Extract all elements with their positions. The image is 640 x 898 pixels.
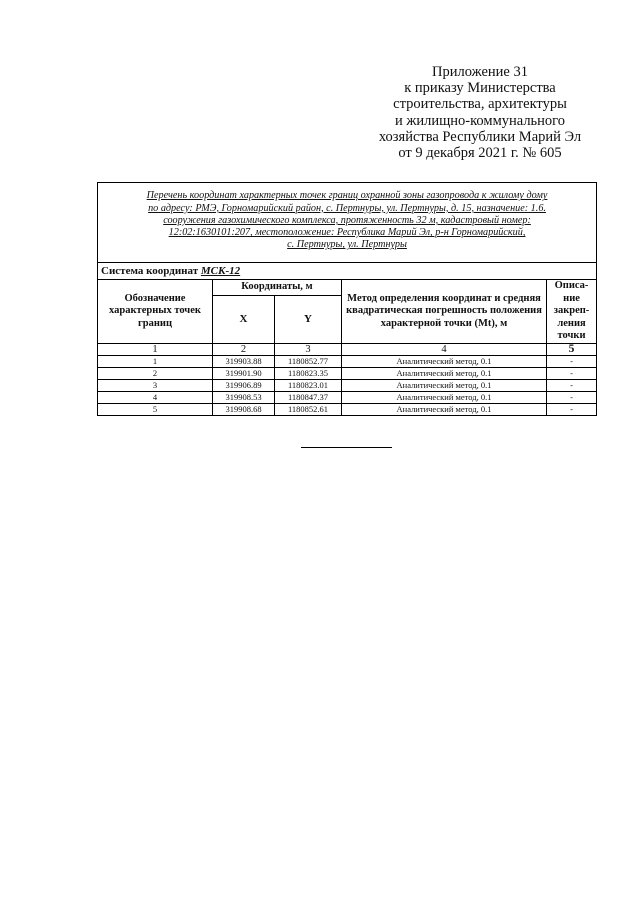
cell-desc: - (547, 391, 597, 403)
appendix-line: к приказу Министерства (404, 80, 556, 97)
cell-x: 319908.68 (213, 403, 275, 415)
column-number: 1 (98, 343, 213, 355)
appendix-line: от 9 декабря 2021 г. № 605 (398, 145, 562, 162)
cell-point: 3 (98, 379, 213, 391)
cell-x: 319908.53 (213, 391, 275, 403)
cell-y: 1180852.61 (275, 403, 342, 415)
title-line: по адресу: РМЭ, Горномарийский район, с. Пертнуры, ул. Пертнуры, д. 15, назначение: 1.6. (148, 202, 546, 214)
appendix-line: и жилищно-коммунального (394, 112, 566, 129)
column-number: 5 (547, 343, 597, 355)
table-title (98, 183, 597, 263)
cell-y: 1180823.01 (275, 379, 342, 391)
cell-x: 319906.89 (213, 379, 275, 391)
end-of-document-rule (301, 447, 392, 448)
header-coords: Координаты, м (213, 280, 342, 296)
table-row (98, 379, 597, 391)
table-row (98, 391, 597, 403)
coordinate-system (98, 263, 597, 280)
title-line: Перечень координат характерных точек границ охранной зоны газопровода к жилому дому (146, 190, 548, 202)
title-line: 12:02:1630101:207, местоположение: Республика Марий Эл, р-н Горномарийский, (168, 227, 526, 239)
appendix-line: Приложение 31 (432, 64, 528, 80)
column-number: 2 (213, 343, 275, 355)
coordinates-table (97, 182, 597, 416)
cell-method: Аналитический метод, 0.1 (342, 367, 547, 379)
cell-x: 319903.88 (213, 355, 275, 367)
cell-desc: - (547, 403, 597, 415)
column-number: 3 (275, 343, 342, 355)
title-line: сооружения газохимического комплекса, протяженность 32 м, кадастровый номер: (163, 214, 531, 226)
cell-x: 319901.90 (213, 367, 275, 379)
cell-point: 5 (98, 403, 213, 415)
appendix-line: строительства, архитектуры (393, 96, 567, 113)
column-number: 4 (342, 343, 547, 355)
cell-point: 1 (98, 355, 213, 367)
table-row (98, 355, 597, 367)
cell-desc: - (547, 355, 597, 367)
header-x: X (213, 295, 275, 343)
cell-desc: - (547, 367, 597, 379)
header-point: Обозначение характерных точек границ (98, 280, 213, 344)
system-label: Система координат (101, 265, 199, 277)
cell-method: Аналитический метод, 0.1 (342, 379, 547, 391)
header-y: Y (275, 295, 342, 343)
header-method: Метод определения координат и средняя квадратическая погрешность положения характерной точки (Mt), м (342, 280, 547, 344)
system-value: МСК-12 (200, 265, 241, 277)
header-desc: Описа-ние закреп-ления точки (547, 280, 597, 344)
cell-y: 1180852.77 (275, 355, 342, 367)
appendix-line: хозяйства Республики Марий Эл (378, 128, 582, 145)
cell-point: 4 (98, 391, 213, 403)
cell-method: Аналитический метод, 0.1 (342, 355, 547, 367)
cell-y: 1180847.37 (275, 391, 342, 403)
cell-point: 2 (98, 367, 213, 379)
cell-method: Аналитический метод, 0.1 (342, 403, 547, 415)
cell-y: 1180823.35 (275, 367, 342, 379)
cell-desc: - (547, 379, 597, 391)
appendix-header (360, 64, 600, 161)
cell-method: Аналитический метод, 0.1 (342, 391, 547, 403)
table-row (98, 367, 597, 379)
column-numbers-row (98, 343, 597, 355)
title-line: с. Пертнуры, ул. Пертнуры (287, 239, 407, 251)
table-row (98, 403, 597, 415)
